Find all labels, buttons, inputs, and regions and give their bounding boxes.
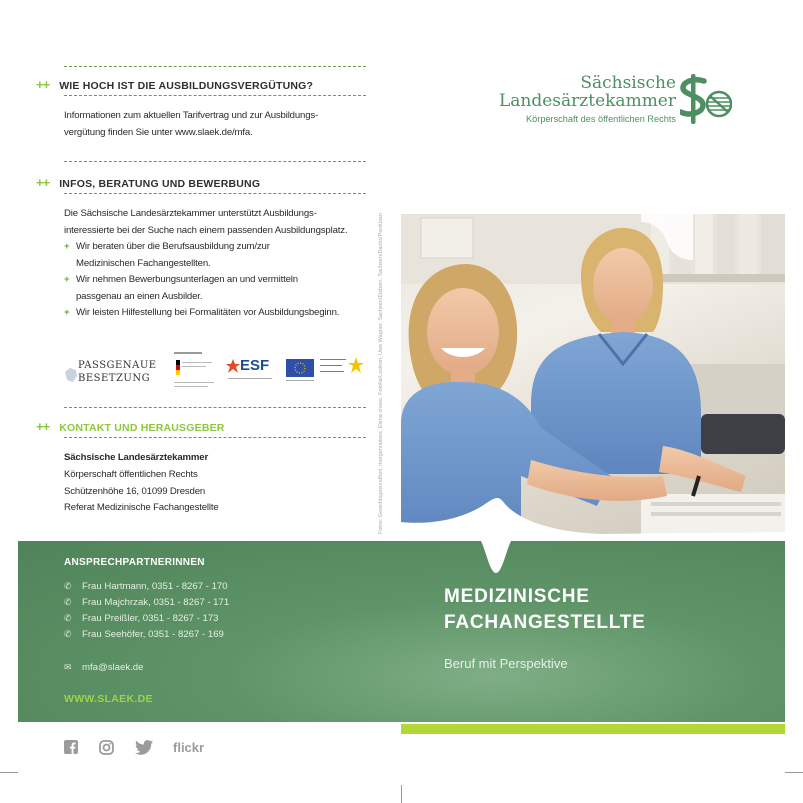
saxony-map-icon [64,366,78,384]
logo-wordmark: Sächsische Landesärztekammer Körperschaft des öffentlichen Rechts [498,73,676,124]
divider [64,161,366,162]
divider [64,193,366,194]
eu-caption [286,380,314,381]
flickr-link[interactable]: flickr [173,740,205,755]
nurses-photo-illustration [401,214,785,541]
divider [64,437,366,438]
facebook-icon[interactable] [64,740,78,754]
crop-mark [0,772,18,773]
phone-icon: ✆ [64,597,72,607]
section-heading-verguetung: ++ WIE HOCH IST DIE AUSBILDUNGSVERGÜTUNG? [36,77,314,92]
twitter-icon[interactable] [135,740,153,755]
photo-credit: Fotos: Gesichtsgesundheit, morgennoises, Elena crewe, Fotolia/Lexikon, Uwe Wagner, Sachsen/Eisbein, Sachsen/Dachs/Perdüsen [378,212,384,534]
instagram-icon[interactable] [99,740,114,755]
esf-star-icon [226,359,240,373]
phone-icon: ✆ [64,629,72,639]
phone-entry[interactable]: ✆ Frau Hartmann, 0351 - 8267 - 170 [64,581,228,592]
verguetung-text: Informationen zum aktuellen Tarifvertrag und zur Ausbildungs- vergütung finden Sie unter www.slaek.de/mfa. [64,110,319,138]
divider [64,66,366,67]
bullet-item: + Wir nehmen Bewerbungsunterlagen an und vermitteln passgenau an einen Ausbilder. [64,274,298,302]
website-link[interactable]: WWW.SLAEK.DE [64,693,153,705]
section-heading-kontakt: ++ KONTAKT UND HERAUSGEBER [36,419,225,434]
cover-photo [401,214,785,541]
passgenaue-besetzung-logo: PASSGENAUE BESETZUNG [64,358,150,388]
divider [64,407,366,408]
eu-flag-logo [286,359,314,377]
bmwi-logo [174,352,216,392]
phone-entry[interactable]: ✆ Frau Majchrzak, 0351 - 8267 - 171 [64,597,230,608]
bullet-item: + Wir leisten Hilfestellung bei Formalitäten vor Ausbildungsbeginn. [64,305,339,322]
crop-mark [401,785,402,803]
phone-icon: ✆ [64,581,72,591]
aesculapian-staff-logo-icon [680,72,732,126]
phone-entry[interactable]: ✆ Frau Preißler, 0351 - 8267 - 173 [64,613,219,624]
bullet-item: + Wir beraten über die Berufsausbildung zum/zur Medizinischen Fachangestellten. [64,241,270,269]
accent-bar [401,724,785,734]
star-icon [348,357,364,373]
email-link[interactable]: ✉ mfa@slaek.de [64,662,144,673]
hero-subtitle: Beruf mit Perspektive [444,656,568,671]
mail-icon: ✉ [64,662,72,672]
saxony-funding-logo [320,357,368,379]
divider [64,95,366,96]
crop-mark [785,772,803,773]
plus-plus-marker: ++ [36,175,50,190]
plus-plus-marker: ++ [36,419,50,434]
plus-icon: + [64,274,70,285]
contact-persons-title: ANSPRECHPARTNERINNEN [64,557,205,568]
infos-intro: Die Sächsische Landesärztekammer unterstützt Ausbildungs- interessierte bei der Suche nach einem passenden Ausbildungsplatz. [64,208,348,236]
esf-logo: ESF [226,358,276,386]
eu-stars-icon [286,359,314,377]
phone-icon: ✆ [64,613,72,623]
plus-icon: + [64,307,70,318]
section-heading-infos: ++ INFOS, BERATUNG UND BEWERBUNG [36,175,261,190]
kontakt-address: Sächsische Landesärztekammer Körperschaft öffentlichen Rechts Schützenhöhe 16, 01099 Dresden Referat Medizinische Fachangestellte [64,452,219,514]
plus-icon: + [64,241,70,252]
plus-plus-marker: ++ [36,77,50,92]
hero-title: MEDIZINISCHE FACHANGESTELLTE [444,586,646,633]
phone-entry[interactable]: ✆ Frau Seehöfer, 0351 - 8267 - 169 [64,629,224,640]
